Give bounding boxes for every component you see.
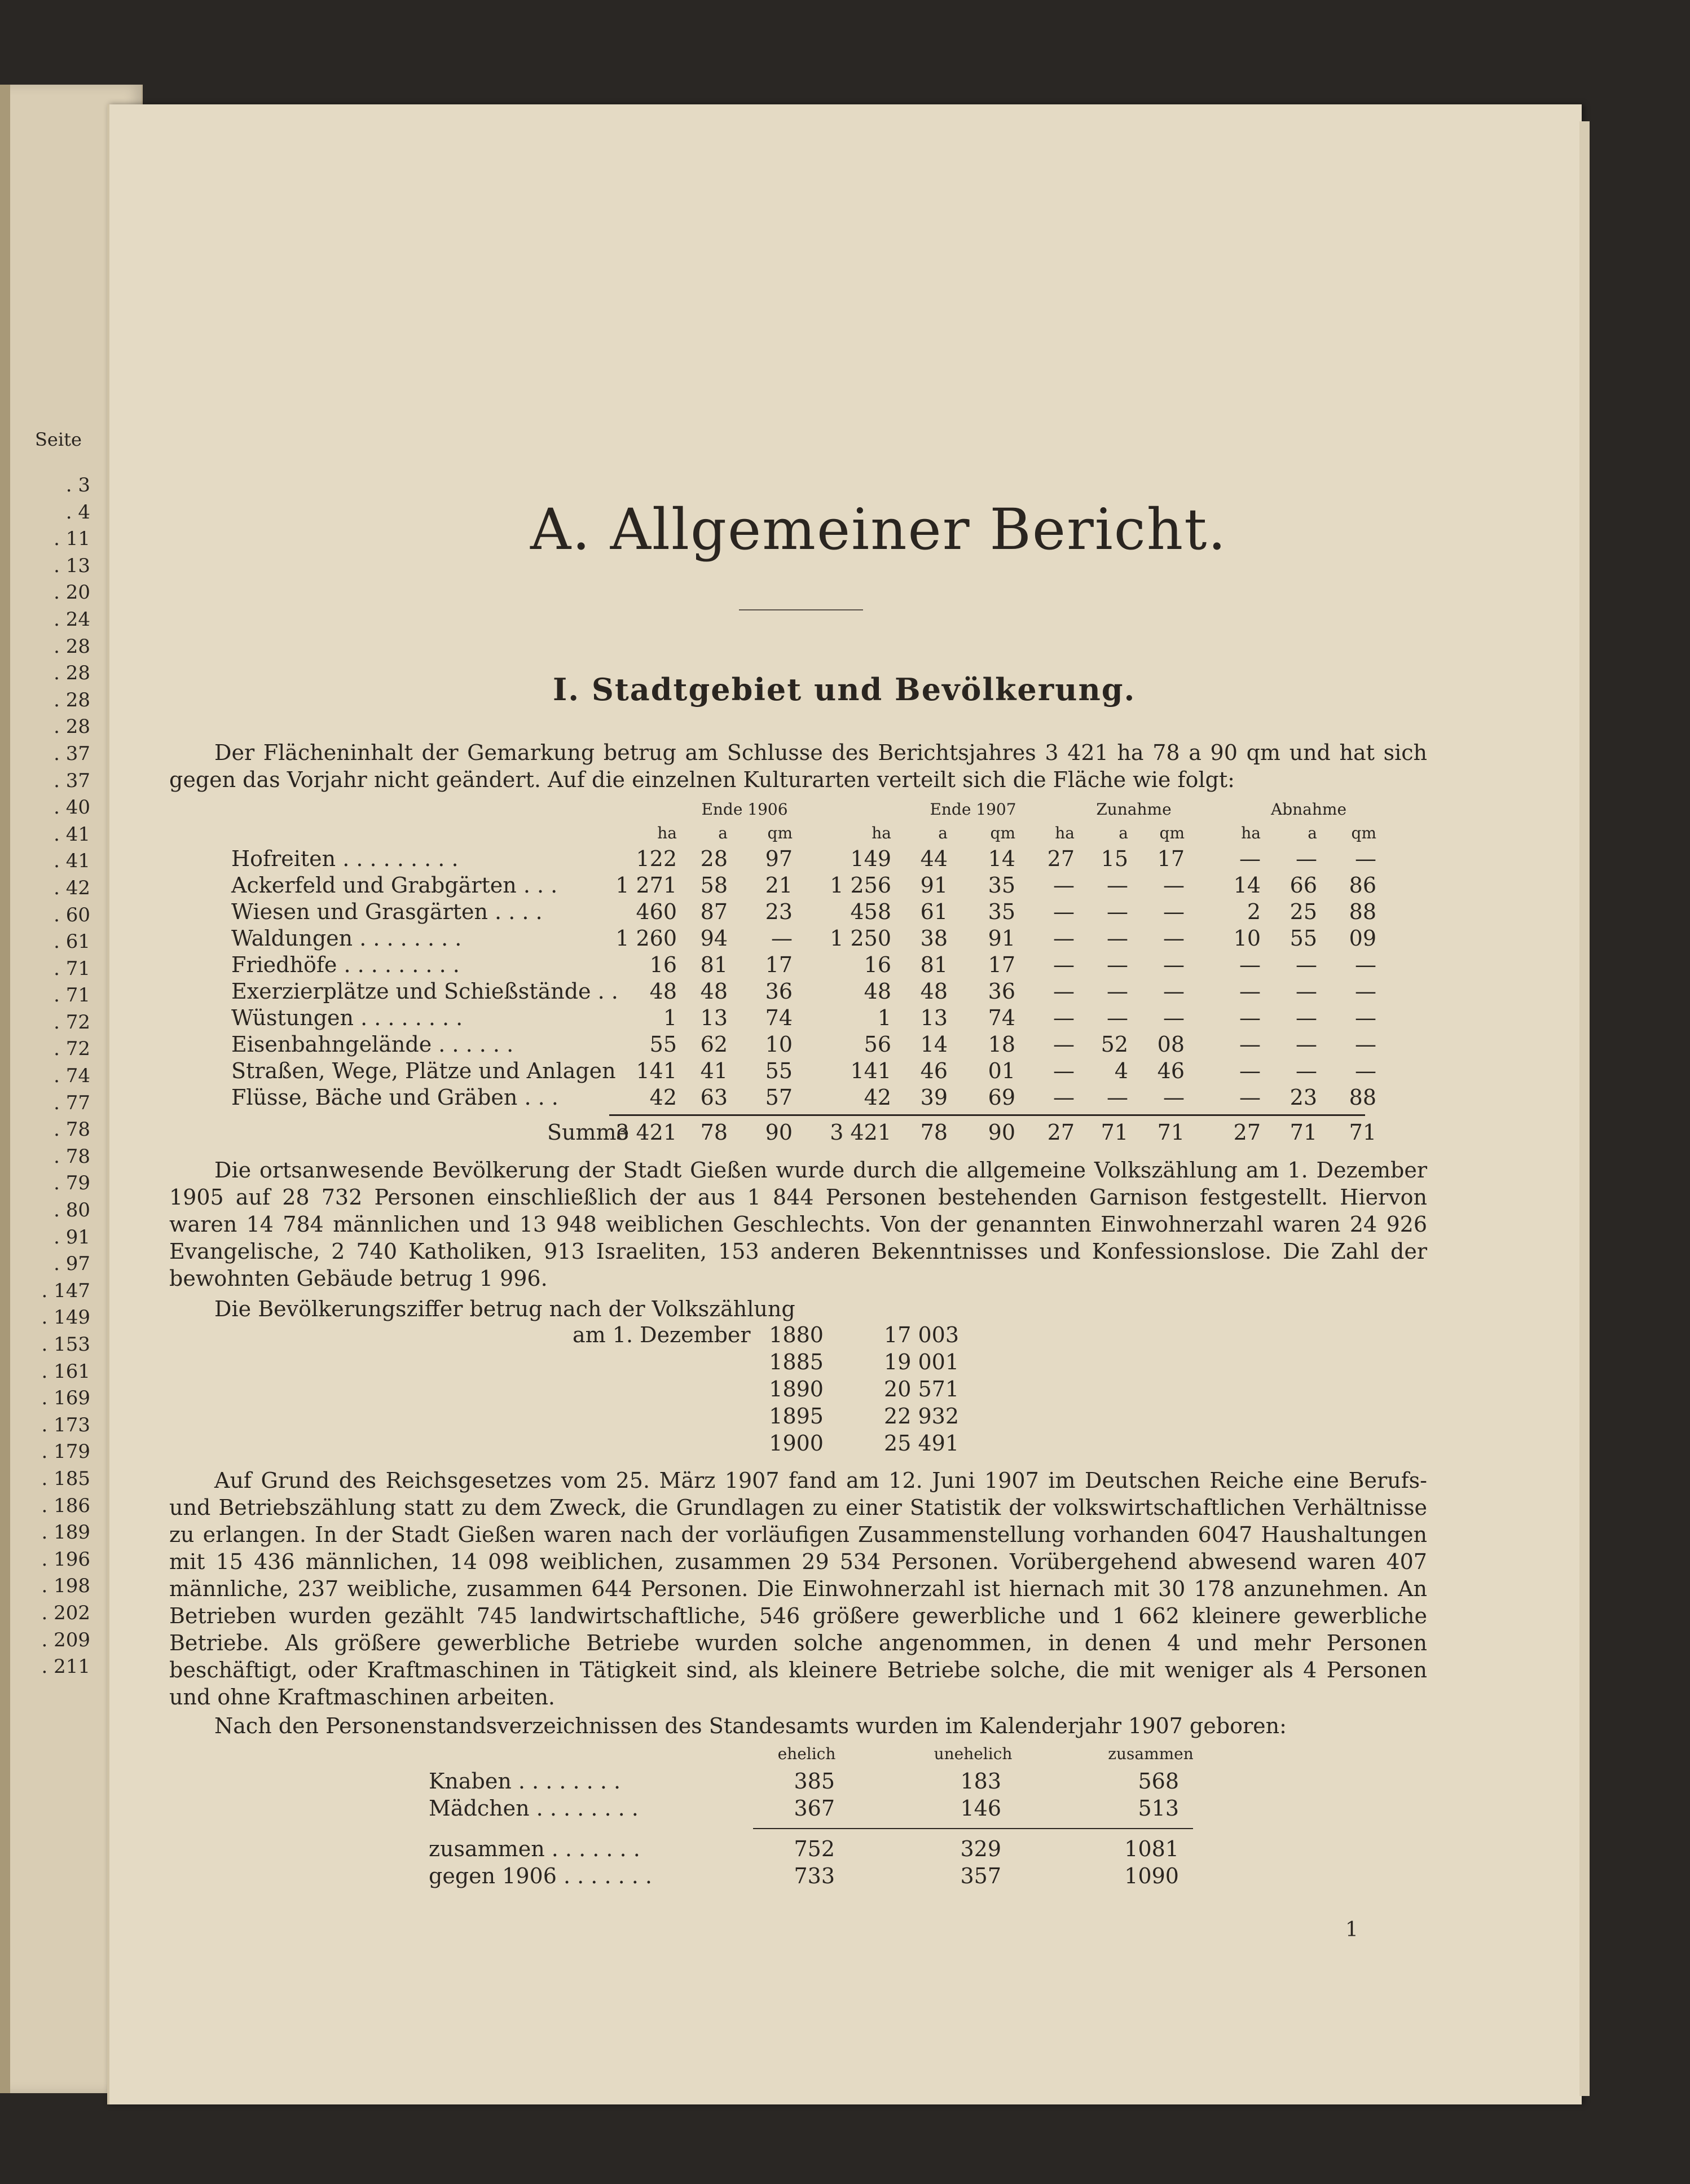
table-cell: 88 [1349, 899, 1376, 924]
toc-page-number: . 189 [41, 1521, 90, 1544]
table-unit-header: qm [990, 824, 1015, 842]
table-cell: — [1239, 1058, 1261, 1083]
toc-page-number: . 41 [54, 850, 90, 873]
toc-page-number: . 11 [54, 528, 90, 551]
sum-cell: 27 [1047, 1120, 1075, 1145]
toc-page-number: . 198 [41, 1575, 90, 1598]
table-unit-header: ha [872, 824, 891, 842]
sum-cell: 71 [1289, 1120, 1317, 1145]
table-cell: — [1053, 1005, 1075, 1030]
table-cell: 13 [920, 1005, 948, 1030]
sum-cell: 3 421 [830, 1120, 891, 1145]
birth-intro: Nach den Personenstandsverzeichnissen des Standesamts wurden im Kalenderjahr 1907 geboren: [214, 1713, 1287, 1738]
row-label: Wüstungen . . . . . . . . [231, 1005, 463, 1030]
toc-page-number: . 78 [54, 1145, 90, 1168]
toc-page-number: . 77 [54, 1091, 90, 1114]
table-cell: 91 [988, 926, 1015, 951]
table-cell: — [1053, 979, 1075, 1004]
birth-cell: 513 [1138, 1796, 1179, 1821]
table-cell: 10 [1233, 926, 1261, 951]
table-cell: 38 [920, 926, 948, 951]
population-year: 1885 [769, 1350, 824, 1374]
birth-row [429, 1796, 1179, 1821]
sum-cell: 90 [765, 1120, 793, 1145]
table-cell: 56 [864, 1032, 891, 1057]
table-cell: 141 [850, 1058, 891, 1083]
birth-row [429, 1864, 1179, 1888]
table-cell: — [1355, 846, 1376, 871]
toc-page-number: . 28 [54, 662, 90, 685]
table-cell: 122 [636, 846, 677, 871]
table-cell: 39 [920, 1085, 948, 1110]
table-cell: — [1239, 1032, 1261, 1057]
birth-row-label: Knaben . . . . . . . . [429, 1769, 621, 1794]
table-cell: 149 [850, 846, 891, 871]
toc-page-number: . 28 [54, 635, 90, 658]
table-cell: 2 [1247, 899, 1261, 924]
table-cell: 36 [765, 979, 793, 1004]
table-cell: 41 [700, 1058, 728, 1083]
toc-page-number: . 91 [54, 1225, 90, 1249]
table-cell: — [1239, 1005, 1261, 1030]
table-cell: 1 271 [615, 873, 677, 898]
table-cell: 88 [1349, 1085, 1376, 1110]
table-cell: 48 [649, 979, 677, 1004]
table-cell: 15 [1101, 846, 1128, 871]
table-cell: 4 [1114, 1058, 1128, 1083]
table-cell: 23 [1289, 1085, 1317, 1110]
sum-cell: 71 [1157, 1120, 1185, 1145]
table-unit-header: a [718, 824, 728, 842]
sum-cell: 71 [1101, 1120, 1128, 1145]
table-cell: 21 [765, 873, 793, 898]
table-cell: — [1163, 1085, 1185, 1110]
table-cell: 63 [700, 1085, 728, 1110]
toc-page-number: . 80 [54, 1199, 90, 1222]
toc-page-number: . 74 [54, 1065, 90, 1088]
table-cell: 13 [700, 1005, 728, 1030]
table-cell: 86 [1349, 873, 1376, 898]
toc-label: Seite [35, 429, 82, 450]
table-unit-header: ha [657, 824, 677, 842]
population-year: 1900 [769, 1431, 824, 1456]
toc-page-number: . 37 [54, 742, 90, 765]
row-label: Wiesen und Grasgärten . . . . [231, 899, 543, 924]
row-label: Straßen, Wege, Plätze und Anlagen [231, 1058, 616, 1083]
table-cell: 1 260 [615, 926, 677, 951]
table-cell: 48 [700, 979, 728, 1004]
table-cell: 17 [988, 952, 1015, 977]
birth-column-header: unehelich [934, 1744, 1013, 1763]
table-cell: — [1239, 1085, 1261, 1110]
toc-page-number: . 179 [41, 1440, 90, 1464]
sum-cell: 71 [1349, 1120, 1376, 1145]
table-cell: 57 [765, 1085, 793, 1110]
toc-page-number: . 173 [41, 1413, 90, 1436]
toc-page-number: . 202 [41, 1601, 90, 1624]
toc-page-number: . 40 [54, 796, 90, 819]
population-value: 25 491 [884, 1431, 959, 1456]
table-unit-header: a [1308, 824, 1317, 842]
table-cell: 458 [850, 899, 891, 924]
table-cell: 42 [864, 1085, 891, 1110]
table-unit-header: qm [1351, 824, 1376, 842]
population-year: 1895 [769, 1404, 824, 1429]
toc-page-number: . 153 [41, 1333, 90, 1356]
sum-cell: 3 421 [615, 1120, 677, 1145]
table-unit-header: a [938, 824, 948, 842]
toc-page-number: . 20 [54, 581, 90, 604]
toc-page-number: . 72 [54, 1010, 90, 1034]
table-cell: 61 [920, 899, 948, 924]
table-cell: — [1239, 846, 1261, 871]
table-cell: — [1107, 952, 1128, 977]
table-unit-header: a [1119, 824, 1128, 842]
toc-page-number: . 72 [54, 1038, 90, 1061]
table-cell: 10 [765, 1032, 793, 1057]
table-cell: — [1296, 1058, 1317, 1083]
birth-row [429, 1769, 1179, 1794]
table-cell: 1 [877, 1005, 891, 1030]
toc-page-number: . 147 [41, 1279, 90, 1302]
table-row [231, 979, 1416, 1005]
table-cell: 18 [988, 1032, 1015, 1057]
birth-cell: 146 [960, 1796, 1001, 1821]
table-cell: — [1296, 1032, 1317, 1057]
toc-page-number: . 42 [54, 876, 90, 899]
toc-page-number: . 97 [54, 1253, 90, 1276]
page-title: A. Allgemeiner Bericht. [530, 496, 1227, 563]
birth-cell: 733 [794, 1864, 835, 1888]
table-cell: 460 [636, 899, 677, 924]
birth-cell: 183 [960, 1769, 1001, 1794]
table-cell: 48 [864, 979, 891, 1004]
table-cell: — [1053, 952, 1075, 977]
table-cell: — [1107, 899, 1128, 924]
table-cell: — [1355, 1058, 1376, 1083]
table-cell: 48 [920, 979, 948, 1004]
table-cell: — [1163, 1005, 1185, 1030]
table-cell: — [1239, 979, 1261, 1004]
table-cell: 27 [1047, 846, 1075, 871]
table-cell: 25 [1289, 899, 1317, 924]
toc-page-number: . 185 [41, 1467, 90, 1490]
toc-page-number: . 28 [54, 715, 90, 739]
table-unit-header: ha [1055, 824, 1075, 842]
birth-column-header: zusammen [1108, 1744, 1194, 1763]
sum-row [231, 1120, 1416, 1146]
table-row [231, 1058, 1416, 1085]
birth-cell: 1090 [1124, 1864, 1179, 1888]
table-cell: 1 256 [830, 873, 891, 898]
toc-page-number: . 71 [54, 957, 90, 980]
table-cell: — [1163, 926, 1185, 951]
row-label: Friedhöfe . . . . . . . . . [231, 952, 460, 977]
toc-page-number: . 28 [54, 688, 90, 711]
title-rule [739, 609, 863, 610]
table-cell: — [1053, 899, 1075, 924]
table-cell: — [1107, 873, 1128, 898]
birth-row-label: gegen 1906 . . . . . . . [429, 1864, 652, 1888]
row-label: Hofreiten . . . . . . . . . [231, 846, 459, 871]
table-cell: — [1163, 979, 1185, 1004]
population-intro: Die Bevölkerungsziffer betrug nach der Volkszählung [214, 1297, 795, 1321]
table-cell: — [1107, 1005, 1128, 1030]
table-cell: 81 [700, 952, 728, 977]
table-group-header: Abnahme [1270, 800, 1347, 819]
table-cell: — [1296, 952, 1317, 977]
table-group-header: Zunahme [1096, 800, 1172, 819]
toc-page-list [11, 474, 90, 1682]
table-cell: — [1239, 952, 1261, 977]
population-year: 1890 [769, 1377, 824, 1401]
toc-page-number: . 79 [54, 1172, 90, 1195]
table-cell: — [1355, 952, 1376, 977]
table-row [231, 1005, 1416, 1032]
table-cell: 81 [920, 952, 948, 977]
table-cell: 46 [1157, 1058, 1185, 1083]
table-cell: 62 [700, 1032, 728, 1057]
table-unit-header: ha [1241, 824, 1261, 842]
birth-cell: 357 [960, 1864, 1001, 1888]
table-cell: 17 [765, 952, 793, 977]
table-group-header: Ende 1906 [701, 800, 788, 819]
toc-page-number: . 13 [54, 554, 90, 577]
birth-cell: 329 [960, 1836, 1001, 1861]
table-cell: 66 [1289, 873, 1317, 898]
birth-row [429, 1836, 1179, 1861]
population-prefix: am 1. Dezember [573, 1322, 751, 1347]
toc-page-number: . 4 [65, 500, 90, 524]
toc-page-number: . 71 [54, 984, 90, 1007]
table-row [231, 952, 1416, 979]
table-cell: 97 [765, 846, 793, 871]
table-row [231, 926, 1416, 952]
birth-cell: 385 [794, 1769, 835, 1794]
table-cell: — [1107, 926, 1128, 951]
table-cell: — [1053, 926, 1075, 951]
table-cell: 55 [765, 1058, 793, 1083]
table-cell: — [1107, 979, 1128, 1004]
table-cell: — [1053, 1085, 1075, 1110]
population-value: 22 932 [884, 1404, 959, 1429]
table-cell: — [1355, 979, 1376, 1004]
census-paragraph: Auf Grund des Reichsgesetzes vom 25. März 1907 fand am 12. Juni 1907 im Deutschen Reiche eine Berufs- und Betriebszählung statt zu dem Zweck, die Grundlagen zu einer Statistik der volkswirtschaftlichen Verhältnisse zu erlangen. In der Stadt Gießen waren nach der vorläufigen Zusammenstellung vorhanden 6047 Haushaltungen mit 15 436 männlichen, 14 098 weiblichen, zusammen 29 534 Personen. Vorübergehend abwesend waren 407 männliche, 237 weibliche, zusammen 644 Personen. Die Einwohnerzahl ist hiernach mit 30 178 anzunehmen. An Betrieben wurden gezählt 745 landwirtschaftliche, 546 größere gewerbliche und 1 662 kleinere gewerbliche Betriebe. Als größere gewerbliche Betriebe wurden solche angenommen, in denen 4 und mehr Personen beschäftigt, oder Kraftmaschinen in Tätigkeit sind, als kleinere Betriebe solche, die mit weniger als 4 Personen und ohne Kraftmaschinen arbeiten. [169, 1468, 1427, 1710]
sum-cell: 78 [920, 1120, 948, 1145]
table-cell: 94 [700, 926, 728, 951]
population-year: 1880 [769, 1322, 824, 1347]
table-row [231, 846, 1416, 873]
table-cell: 1 [663, 1005, 677, 1030]
table-cell: 36 [988, 979, 1015, 1004]
birth-cell: 752 [794, 1836, 835, 1861]
table-cell: 69 [988, 1085, 1015, 1110]
toc-page-number: . 24 [54, 608, 90, 631]
table-cell: — [771, 926, 793, 951]
table-cell: 52 [1101, 1032, 1128, 1057]
toc-page-number: . 186 [41, 1494, 90, 1517]
birth-sum-rule [753, 1828, 1193, 1829]
row-label: Flüsse, Bäche und Gräben . . . [231, 1085, 558, 1110]
table-cell: 35 [988, 899, 1015, 924]
table-cell: — [1053, 1058, 1075, 1083]
toc-page-number: . 169 [41, 1387, 90, 1410]
table-cell: 14 [920, 1032, 948, 1057]
table-cell: 44 [920, 846, 948, 871]
page-edge [1579, 121, 1590, 2096]
table-row [231, 1085, 1416, 1111]
toc-page-number: . 3 [65, 474, 90, 496]
toc-page-number: . 149 [41, 1306, 90, 1329]
table-cell: — [1107, 1085, 1128, 1110]
toc-page-number: . 60 [54, 903, 90, 926]
table-cell: 58 [700, 873, 728, 898]
table-cell: — [1163, 899, 1185, 924]
table-cell: 42 [649, 1085, 677, 1110]
toc-page-number: . 209 [41, 1628, 90, 1651]
toc-page-number: . 161 [41, 1360, 90, 1383]
table-cell: 55 [1289, 926, 1317, 951]
table-cell: 1 250 [830, 926, 891, 951]
toc-page-number: . 41 [54, 823, 90, 846]
toc-page-number: . 61 [54, 930, 90, 953]
table-cell: 141 [636, 1058, 677, 1083]
table-cell: — [1296, 1005, 1317, 1030]
intro-paragraph: Der Flächeninhalt der Gemarkung betrug am Schlusse des Berichtsjahres 3 421 ha 78 a 90 qm und hat sich gegen das Vorjahr nicht geändert. Auf die einzelnen Kulturarten verteilt sich die Fläche wie folgt: [169, 740, 1427, 792]
table-cell: 01 [988, 1058, 1015, 1083]
section-heading: I. Stadtgebiet und Bevölkerung. [553, 671, 1136, 708]
page-number: 1 [1345, 1918, 1358, 1941]
table-cell: 74 [988, 1005, 1015, 1030]
table-cell: 23 [765, 899, 793, 924]
table-cell: — [1296, 846, 1317, 871]
table-unit-header: qm [1159, 824, 1185, 842]
birth-cell: 1081 [1124, 1836, 1179, 1861]
table-cell: — [1163, 952, 1185, 977]
birth-row-label: zusammen . . . . . . . [429, 1836, 640, 1861]
population-value: 20 571 [884, 1377, 959, 1401]
table-cell: 46 [920, 1058, 948, 1083]
toc-page-number: . 37 [54, 769, 90, 792]
birth-column-header: ehelich [777, 1744, 836, 1763]
table-cell: 16 [864, 952, 891, 977]
table-cell: — [1163, 873, 1185, 898]
table-cell: 87 [700, 899, 728, 924]
sum-rule [609, 1114, 1365, 1116]
table-cell: — [1296, 979, 1317, 1004]
table-cell: 74 [765, 1005, 793, 1030]
birth-cell: 367 [794, 1796, 835, 1821]
table-cell: 14 [1233, 873, 1261, 898]
table-cell: 08 [1157, 1032, 1185, 1057]
table-cell: — [1355, 1005, 1376, 1030]
left-page-edge [0, 85, 10, 2093]
table-cell: 14 [988, 846, 1015, 871]
row-label: Waldungen . . . . . . . . [231, 926, 462, 951]
population-value: 19 001 [884, 1350, 959, 1374]
table-cell: 16 [649, 952, 677, 977]
table-cell: 17 [1157, 846, 1185, 871]
sum-cell: 27 [1233, 1120, 1261, 1145]
sum-label: Summe [547, 1120, 630, 1145]
toc-page-number: . 211 [41, 1655, 90, 1678]
row-label: Ackerfeld und Grabgärten . . . [231, 873, 558, 898]
birth-cell: 568 [1138, 1769, 1179, 1794]
toc-page-number: . 196 [41, 1548, 90, 1571]
table-cell: — [1053, 873, 1075, 898]
table-cell: — [1053, 1032, 1075, 1057]
birth-row-label: Mädchen . . . . . . . . [429, 1796, 639, 1821]
table-cell: — [1355, 1032, 1376, 1057]
row-label: Eisenbahngelände . . . . . . [231, 1032, 514, 1057]
sum-cell: 78 [700, 1120, 728, 1145]
population-value: 17 003 [884, 1322, 959, 1347]
table-unit-header: qm [767, 824, 793, 842]
table-row [231, 1032, 1416, 1058]
row-label: Exerzierplätze und Schießstände . . [231, 979, 618, 1004]
sum-cell: 90 [988, 1120, 1015, 1145]
table-row [231, 899, 1416, 926]
table-cell: 28 [700, 846, 728, 871]
table-cell: 09 [1349, 926, 1376, 951]
table-cell: 55 [649, 1032, 677, 1057]
table-cell: 91 [920, 873, 948, 898]
table-cell: 35 [988, 873, 1015, 898]
table-group-header: Ende 1907 [930, 800, 1016, 819]
population-paragraph: Die ortsanwesende Bevölkerung der Stadt Gießen wurde durch die allgemeine Volkszählung am 1. Dezember 1905 auf 28 732 Personen einschließlich der aus 1 844 Personen bestehenden Garnison festgestellt. Hiervon waren 14 784 männlichen und 13 948 weiblichen Geschlechts. Von der genannten Einwohnerzahl waren 24 926 Evangelische, 2 740 Katholiken, 913 Israeliten, 153 anderen Bekenntnisses und Konfessionslose. Die Zahl der bewohnten Gebäude betrug 1 996. [169, 1158, 1427, 1291]
toc-page-number: . 78 [54, 1118, 90, 1141]
table-row [231, 873, 1416, 899]
